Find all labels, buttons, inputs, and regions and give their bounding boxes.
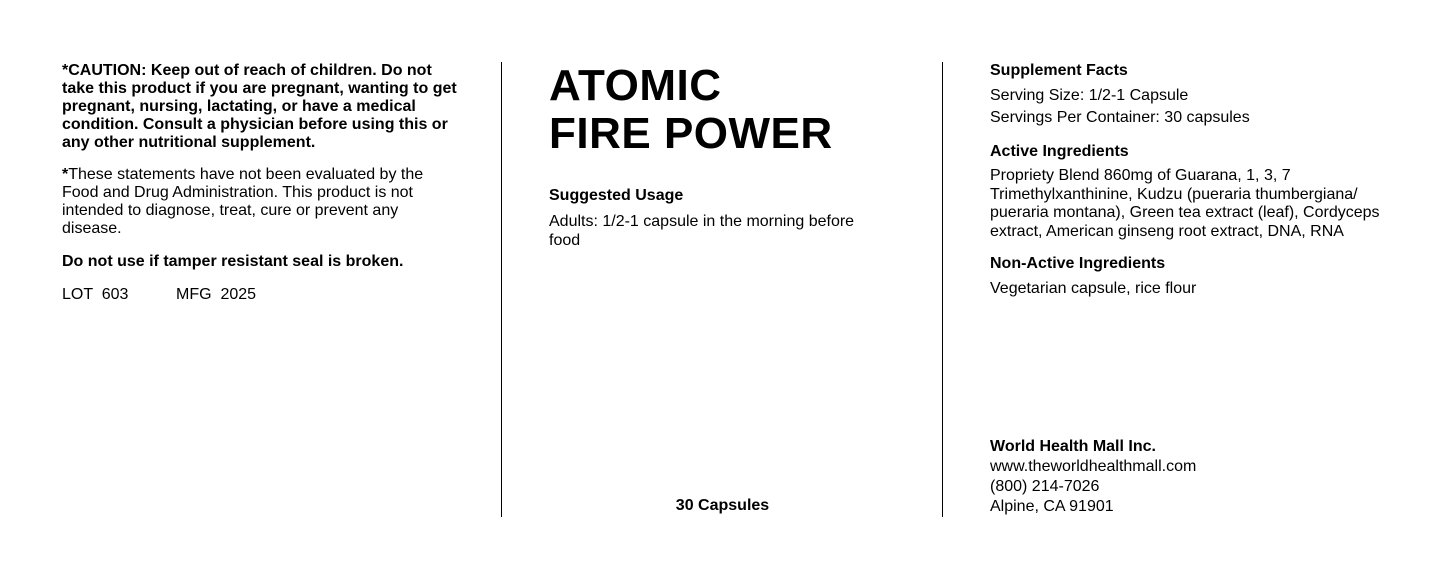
mfg-year: MFG 2025 [176,286,257,303]
right-panel [990,62,1390,300]
fda-disclaimer-text: These statements have not been evaluated by the Food and Drug Administration. This product is not intended to diagnose, treat, cure or prevent any disease. [62,166,424,237]
usage-text: Adults: 1/2-1 capsule in the morning before food [549,213,855,249]
nonactive-ingredients-text: Vegetarian capsule, rice flour [990,280,1197,297]
caution-text: *CAUTION: Keep out of reach of children. Do not take this product if you are pregnant, wanting to get pregnant, nursing, lactating, or have a medical condition. Consult a physician before using this or any other nutritional supplement. [62,62,457,151]
serving-size: Serving Size: 1/2-1 Capsule [990,87,1189,104]
lot-mfg-row [62,286,462,304]
company-phone: (800) 214-7026 [990,478,1100,495]
company-address: Alpine, CA 91901 [990,498,1114,515]
product-title-line2: FIRE POWER [549,109,833,158]
divider-right [942,62,943,517]
supplement-facts-heading: Supplement Facts [990,62,1128,79]
fda-asterisk: * [62,166,69,183]
active-ingredients-heading: Active Ingredients [990,143,1129,160]
fda-disclaimer [62,166,462,238]
capsule-count: 30 Capsules [675,497,770,514]
product-title-line1: ATOMIC [549,61,722,110]
middle-panel [549,62,879,250]
left-panel [62,62,462,304]
company-info [990,437,1390,517]
usage-heading: Suggested Usage [549,187,684,204]
servings-per-container: Servings Per Container: 30 capsules [990,109,1250,126]
company-name: World Health Mall Inc. [990,438,1156,455]
active-ingredients-text: Propriety Blend 860mg of Guarana, 1, 3, 7 Trimethylxanthinine, Kudzu (pueraria thumbergiana/ pueraria montana), Green tea extract (leaf), Cordyceps extract, American ginseng root extract, DNA, RNA [990,167,1380,240]
lot-number: LOT 603 [62,286,129,303]
divider-left [501,62,502,517]
company-website: www.theworldhealthmall.com [990,458,1197,475]
tamper-warning: Do not use if tamper resistant seal is broken. [62,253,404,270]
nonactive-ingredients-heading: Non-Active Ingredients [990,255,1166,272]
